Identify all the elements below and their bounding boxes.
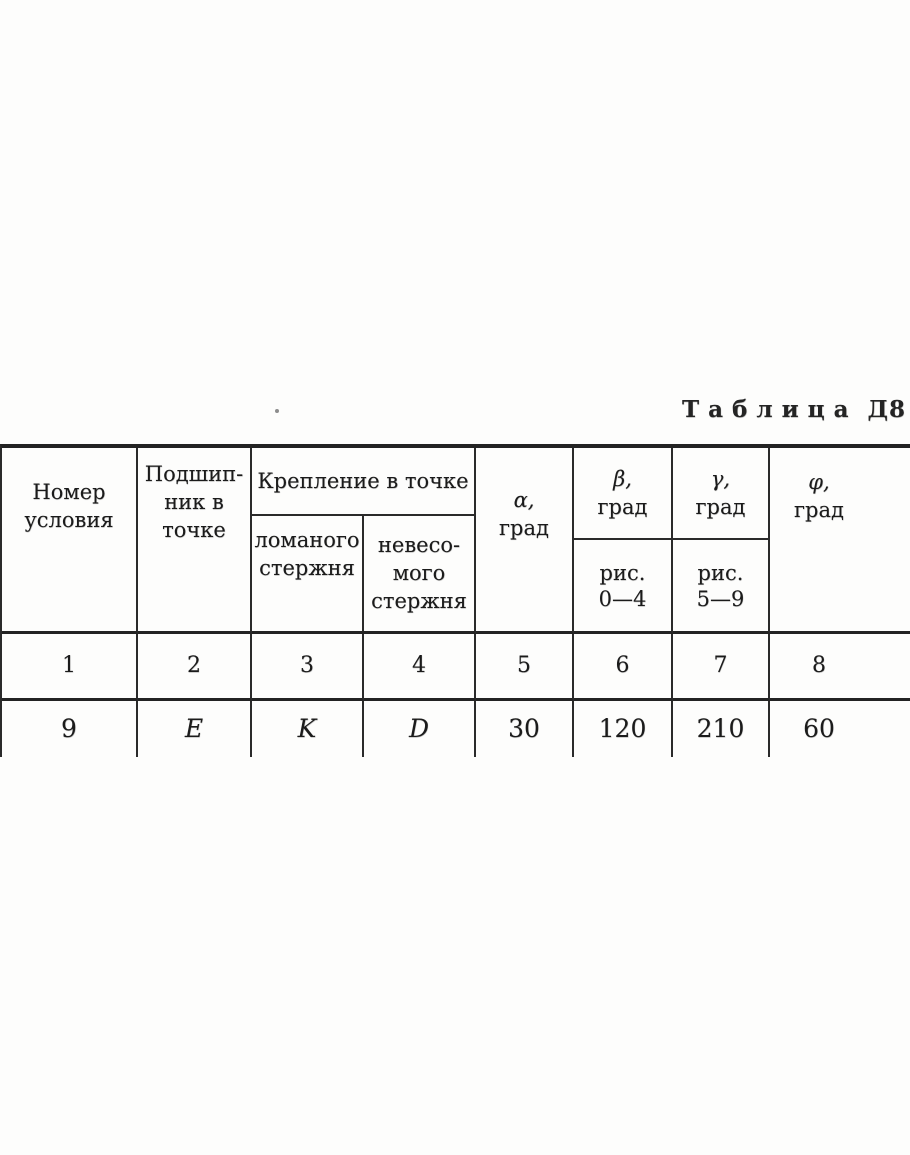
column-number-text: 8	[812, 653, 826, 678]
column-number-text: 7	[713, 653, 728, 678]
column-number-text: 5	[517, 653, 531, 678]
header-gamma-grad	[673, 448, 770, 634]
header-podshipnik-v-tochke	[138, 448, 252, 634]
value-weightless-rod-point	[364, 701, 476, 757]
header-nomer-usloviya	[2, 448, 138, 634]
column-number-text: 6	[615, 653, 630, 678]
header-line: точке	[162, 518, 226, 542]
table-title	[682, 396, 906, 423]
header-line: стержня	[371, 589, 467, 613]
value-gamma	[673, 701, 770, 757]
value-text: 210	[696, 714, 745, 743]
value-text: E	[184, 714, 204, 743]
value-bent-rod-point	[252, 701, 364, 757]
ink-speck	[275, 409, 279, 413]
phi-symbol: φ,	[808, 470, 830, 494]
value-beta	[574, 701, 673, 757]
header-line: ломаного	[254, 528, 360, 552]
header-line: условия	[24, 508, 114, 532]
header-phi-grad	[770, 448, 910, 634]
header-line: невесо-	[377, 533, 461, 557]
header-line: мого	[392, 561, 446, 585]
value-text: K	[297, 714, 317, 743]
header-nevesomogo-sterzhnya	[364, 516, 474, 631]
column-number-5	[476, 634, 574, 701]
table-title-word: Таблица	[682, 396, 858, 423]
header-line: Номер	[32, 480, 106, 504]
column-number-text: 1	[62, 653, 76, 678]
value-condition-number	[2, 701, 138, 757]
column-number-3	[252, 634, 364, 701]
header-lomanogo-sterzhnya	[252, 516, 364, 631]
header-line: 0—4	[598, 586, 647, 611]
header-kreplenie-subcolumns	[252, 516, 474, 631]
column-number-text: 2	[187, 653, 201, 678]
value-text: 60	[803, 714, 835, 743]
header-gamma-top	[673, 448, 768, 540]
header-line: 5—9	[696, 586, 745, 611]
value-phi	[770, 701, 910, 757]
header-line: град	[499, 516, 549, 540]
column-number-4	[364, 634, 476, 701]
header-alpha-grad	[476, 448, 574, 634]
header-kreplenie-v-tochke	[252, 448, 474, 516]
header-line: Подшип-	[144, 462, 244, 486]
gamma-symbol: γ,	[710, 467, 731, 491]
column-number-text: 3	[300, 653, 314, 678]
column-number-7	[673, 634, 770, 701]
header-kreplenie-group	[252, 448, 476, 634]
header-line: град	[597, 495, 648, 519]
alpha-symbol: α,	[513, 488, 535, 512]
column-number-8	[770, 634, 910, 701]
column-number-6	[574, 634, 673, 701]
beta-symbol: β,	[613, 467, 632, 491]
header-line: стержня	[259, 556, 355, 580]
header-beta-ris-0-4	[574, 540, 671, 631]
value-text: D	[408, 714, 430, 743]
value-text: 9	[61, 714, 77, 743]
column-number-1	[2, 634, 138, 701]
value-alpha	[476, 701, 574, 757]
header-beta-top	[574, 448, 671, 540]
value-text: 120	[598, 714, 647, 743]
data-table	[0, 444, 910, 757]
header-line: рис.	[599, 560, 646, 585]
header-beta-grad	[574, 448, 673, 634]
header-line: ник в	[164, 490, 224, 514]
header-line: град	[695, 495, 746, 519]
table-title-number: Д8	[867, 396, 906, 423]
header-gamma-ris-5-9	[673, 540, 768, 631]
value-bearing-point	[138, 701, 252, 757]
column-number-text: 4	[412, 653, 426, 678]
value-text: 30	[508, 714, 540, 743]
column-number-2	[138, 634, 252, 701]
header-line: рис.	[697, 560, 744, 585]
header-line: град	[794, 498, 844, 522]
header-line: Крепление в точке	[257, 469, 469, 493]
